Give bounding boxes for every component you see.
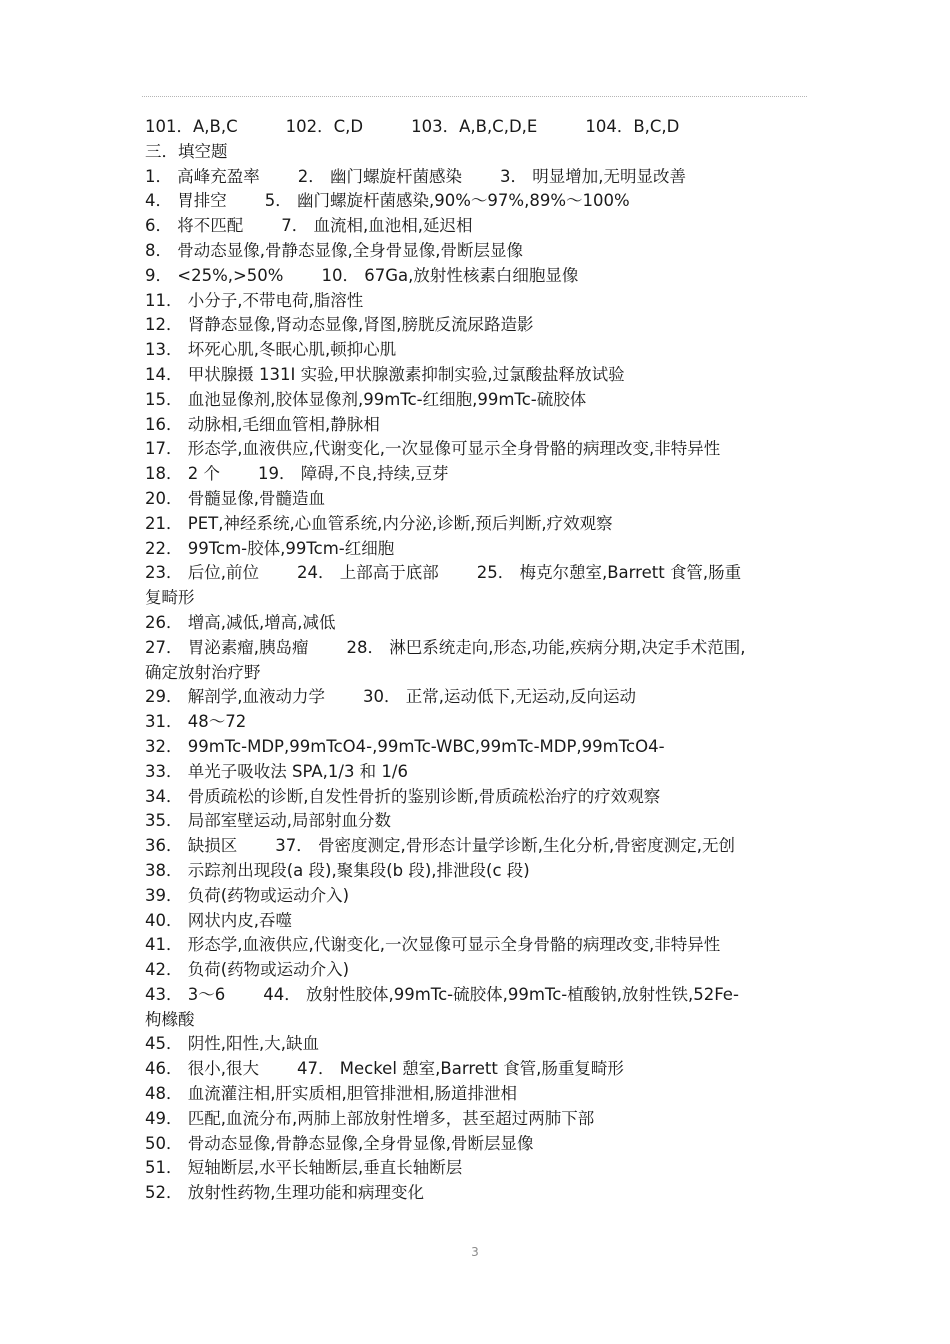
answer-item: 31． 48～72	[145, 712, 247, 732]
answer-item: 4． 胃排空	[145, 191, 227, 211]
answer-line	[145, 214, 810, 239]
answer-item: 43． 3～6	[145, 984, 226, 1004]
answer-item: 41． 形态学,血液供应,代谢变化,一次显像可显示全身骨骼的病理改变,非特异性	[145, 935, 721, 955]
document-body	[145, 115, 810, 1206]
answer-line	[145, 1008, 810, 1033]
answer-item: 104．B,C,D	[585, 117, 680, 136]
answer-item: 枸橼酸	[145, 1009, 195, 1029]
answer-item: 5． 幽门螺旋杆菌感染,90%～97%,89%～100%	[264, 191, 630, 211]
answer-line	[145, 710, 810, 735]
answer-item: 23． 后位,前位	[145, 563, 259, 583]
answer-item: 45． 阴性,阳性,大,缺血	[145, 1034, 319, 1054]
answer-item: 26． 增高,减低,增高,减低	[145, 612, 336, 632]
answer-item: 3． 明显增加,无明显改善	[500, 166, 686, 186]
answer-item: 2． 幽门螺旋杆菌感染	[297, 166, 462, 186]
answer-line	[145, 338, 810, 363]
answer-item: 42． 负荷(药物或运动介入)	[145, 960, 350, 980]
answer-item: 24． 上部高于底部	[297, 563, 439, 583]
answer-line	[145, 512, 810, 537]
answer-item: 确定放射治疗野	[145, 662, 261, 682]
answer-item: 9． <25%,>50%	[145, 265, 284, 285]
answer-item: 28． 淋巴系统走向,形态,功能,疾病分期,决定手术范围,	[346, 637, 746, 657]
answer-line	[145, 958, 810, 983]
answer-line	[145, 1156, 810, 1181]
answer-item: 32． 99mTc-MDP,99mTcO4-,99mTc-WBC,99mTc-MDP,99mTcO4-	[145, 736, 665, 756]
answer-line	[145, 685, 810, 710]
answer-line	[145, 1107, 810, 1132]
answer-line	[145, 289, 810, 314]
answer-item: 34． 骨质疏松的诊断,自发性骨折的鉴别诊断,骨质疏松治疗的疗效观察	[145, 786, 661, 806]
answer-line	[145, 1057, 810, 1082]
answer-item: 15． 血池显像剂,胶体显像剂,99mTc-红细胞,99mTc-硫胶体	[145, 389, 587, 409]
answer-item: 29． 解剖学,血液动力学	[145, 687, 325, 707]
answer-item: 13． 坏死心肌,冬眠心肌,顿抑心肌	[145, 340, 397, 360]
answer-item: 27． 胃泌素瘤,胰岛瘤	[145, 637, 309, 657]
answer-line	[145, 437, 810, 462]
answer-line	[145, 165, 810, 190]
answer-line	[145, 884, 810, 909]
answer-line	[145, 561, 810, 586]
answer-item: 40． 网状内皮,吞噬	[145, 910, 292, 930]
answer-item: 102．C,D	[285, 117, 364, 136]
answer-item: 46． 很小,很大	[145, 1059, 259, 1079]
answer-line	[145, 462, 810, 487]
answer-item: 49． 匹配,血流分布,两肺上部放射性增多，甚至超过两肺下部	[145, 1108, 595, 1128]
answer-item: 44． 放射性胶体,99mTc-硫胶体,99mTc-植酸钠,放射性铁,52Fe-	[263, 984, 739, 1004]
answer-line	[145, 611, 810, 636]
answer-item: 33． 单光子吸收法 SPA,1/3 和 1/6	[145, 761, 408, 781]
answer-line	[145, 933, 810, 958]
answer-item: 51． 短轴断层,水平长轴断层,垂直长轴断层	[145, 1158, 463, 1178]
answer-item: 52． 放射性药物,生理功能和病理变化	[145, 1183, 424, 1203]
answer-item: 103．A,B,C,D,E	[411, 117, 538, 136]
answer-line	[145, 909, 810, 934]
answer-item: 12． 肾静态显像,肾动态显像,肾图,膀胱反流尿路造影	[145, 315, 534, 335]
answer-item: 18． 2 个	[145, 464, 220, 484]
answer-list	[145, 165, 810, 1206]
answer-item: 16． 动脉相,毛细血管相,静脉相	[145, 414, 380, 434]
answer-item: 20． 骨髓显像,骨髓造血	[145, 488, 325, 508]
answer-item: 11． 小分子,不带电荷,脂溶性	[145, 290, 364, 310]
answer-item: 17． 形态学,血液供应,代谢变化,一次显像可显示全身骨骼的病理改变,非特异性	[145, 439, 721, 459]
answer-line	[145, 636, 810, 661]
header-rule	[142, 96, 807, 97]
answer-line	[145, 809, 810, 834]
page-number: 3	[471, 1245, 479, 1259]
answer-item: 39． 负荷(药物或运动介入)	[145, 885, 350, 905]
answer-line	[145, 413, 810, 438]
answer-item: 37． 骨密度测定,骨形态计量学诊断,生化分析,骨密度测定,无创	[275, 836, 735, 856]
answer-line	[145, 313, 810, 338]
answer-line	[145, 264, 810, 289]
answer-item: 6． 将不匹配	[145, 216, 244, 236]
answer-line	[145, 735, 810, 760]
answer-item: 10． 67Ga,放射性核素白细胞显像	[321, 265, 579, 285]
answer-line	[145, 1132, 810, 1157]
answer-item: 复畸形	[145, 588, 195, 608]
answer-item: 50． 骨动态显像,骨静态显像,全身骨显像,骨断层显像	[145, 1133, 534, 1153]
answer-item: 35． 局部室壁运动,局部射血分数	[145, 811, 391, 831]
answer-item: 36． 缺损区	[145, 836, 238, 856]
answer-line	[145, 983, 810, 1008]
answer-line	[145, 661, 810, 686]
answer-line	[145, 1181, 810, 1206]
answer-line	[145, 1082, 810, 1107]
answer-line	[145, 363, 810, 388]
answer-line	[145, 760, 810, 785]
answer-item: 47． Meckel 憩室,Barrett 食管,肠重复畸形	[297, 1059, 624, 1079]
answer-item: 38． 示踪剂出现段(a 段),聚集段(b 段),排泄段(c 段)	[145, 860, 530, 880]
answer-line	[145, 785, 810, 810]
answer-line	[145, 1032, 810, 1057]
answer-line	[145, 115, 810, 140]
answer-line	[145, 189, 810, 214]
answer-item: 21． PET,神经系统,心血管系统,内分泌,诊断,预后判断,疗效观察	[145, 513, 613, 533]
answer-item: 48． 血流灌注相,肝实质相,胆管排泄相,肠道排泄相	[145, 1084, 517, 1104]
answer-item: 25． 梅克尔憩室,Barrett 食管,肠重	[476, 563, 742, 583]
answer-line	[145, 834, 810, 859]
answer-line	[145, 239, 810, 264]
answer-item: 22． 99Tcm-胶体,99Tcm-红细胞	[145, 538, 395, 558]
answer-item: 7． 血流相,血池相,延迟相	[281, 216, 473, 236]
answer-item: 19． 障碍,不良,持续,豆芽	[257, 464, 449, 484]
answer-item: 101．A,B,C	[145, 117, 238, 136]
answer-line	[145, 388, 810, 413]
answer-item: 8． 骨动态显像,骨静态显像,全身骨显像,骨断层显像	[145, 240, 523, 260]
answer-line	[145, 487, 810, 512]
answer-item: 1． 高峰充盈率	[145, 166, 260, 186]
answer-line	[145, 537, 810, 562]
answer-item: 30． 正常,运动低下,无运动,反向运动	[363, 687, 636, 707]
answer-line	[145, 859, 810, 884]
answer-line	[145, 586, 810, 611]
section-heading: 三．填空题	[145, 141, 228, 161]
answer-item: 14． 甲状腺摄 131I 实验,甲状腺激素抑制实验,过氯酸盐释放试验	[145, 364, 625, 384]
